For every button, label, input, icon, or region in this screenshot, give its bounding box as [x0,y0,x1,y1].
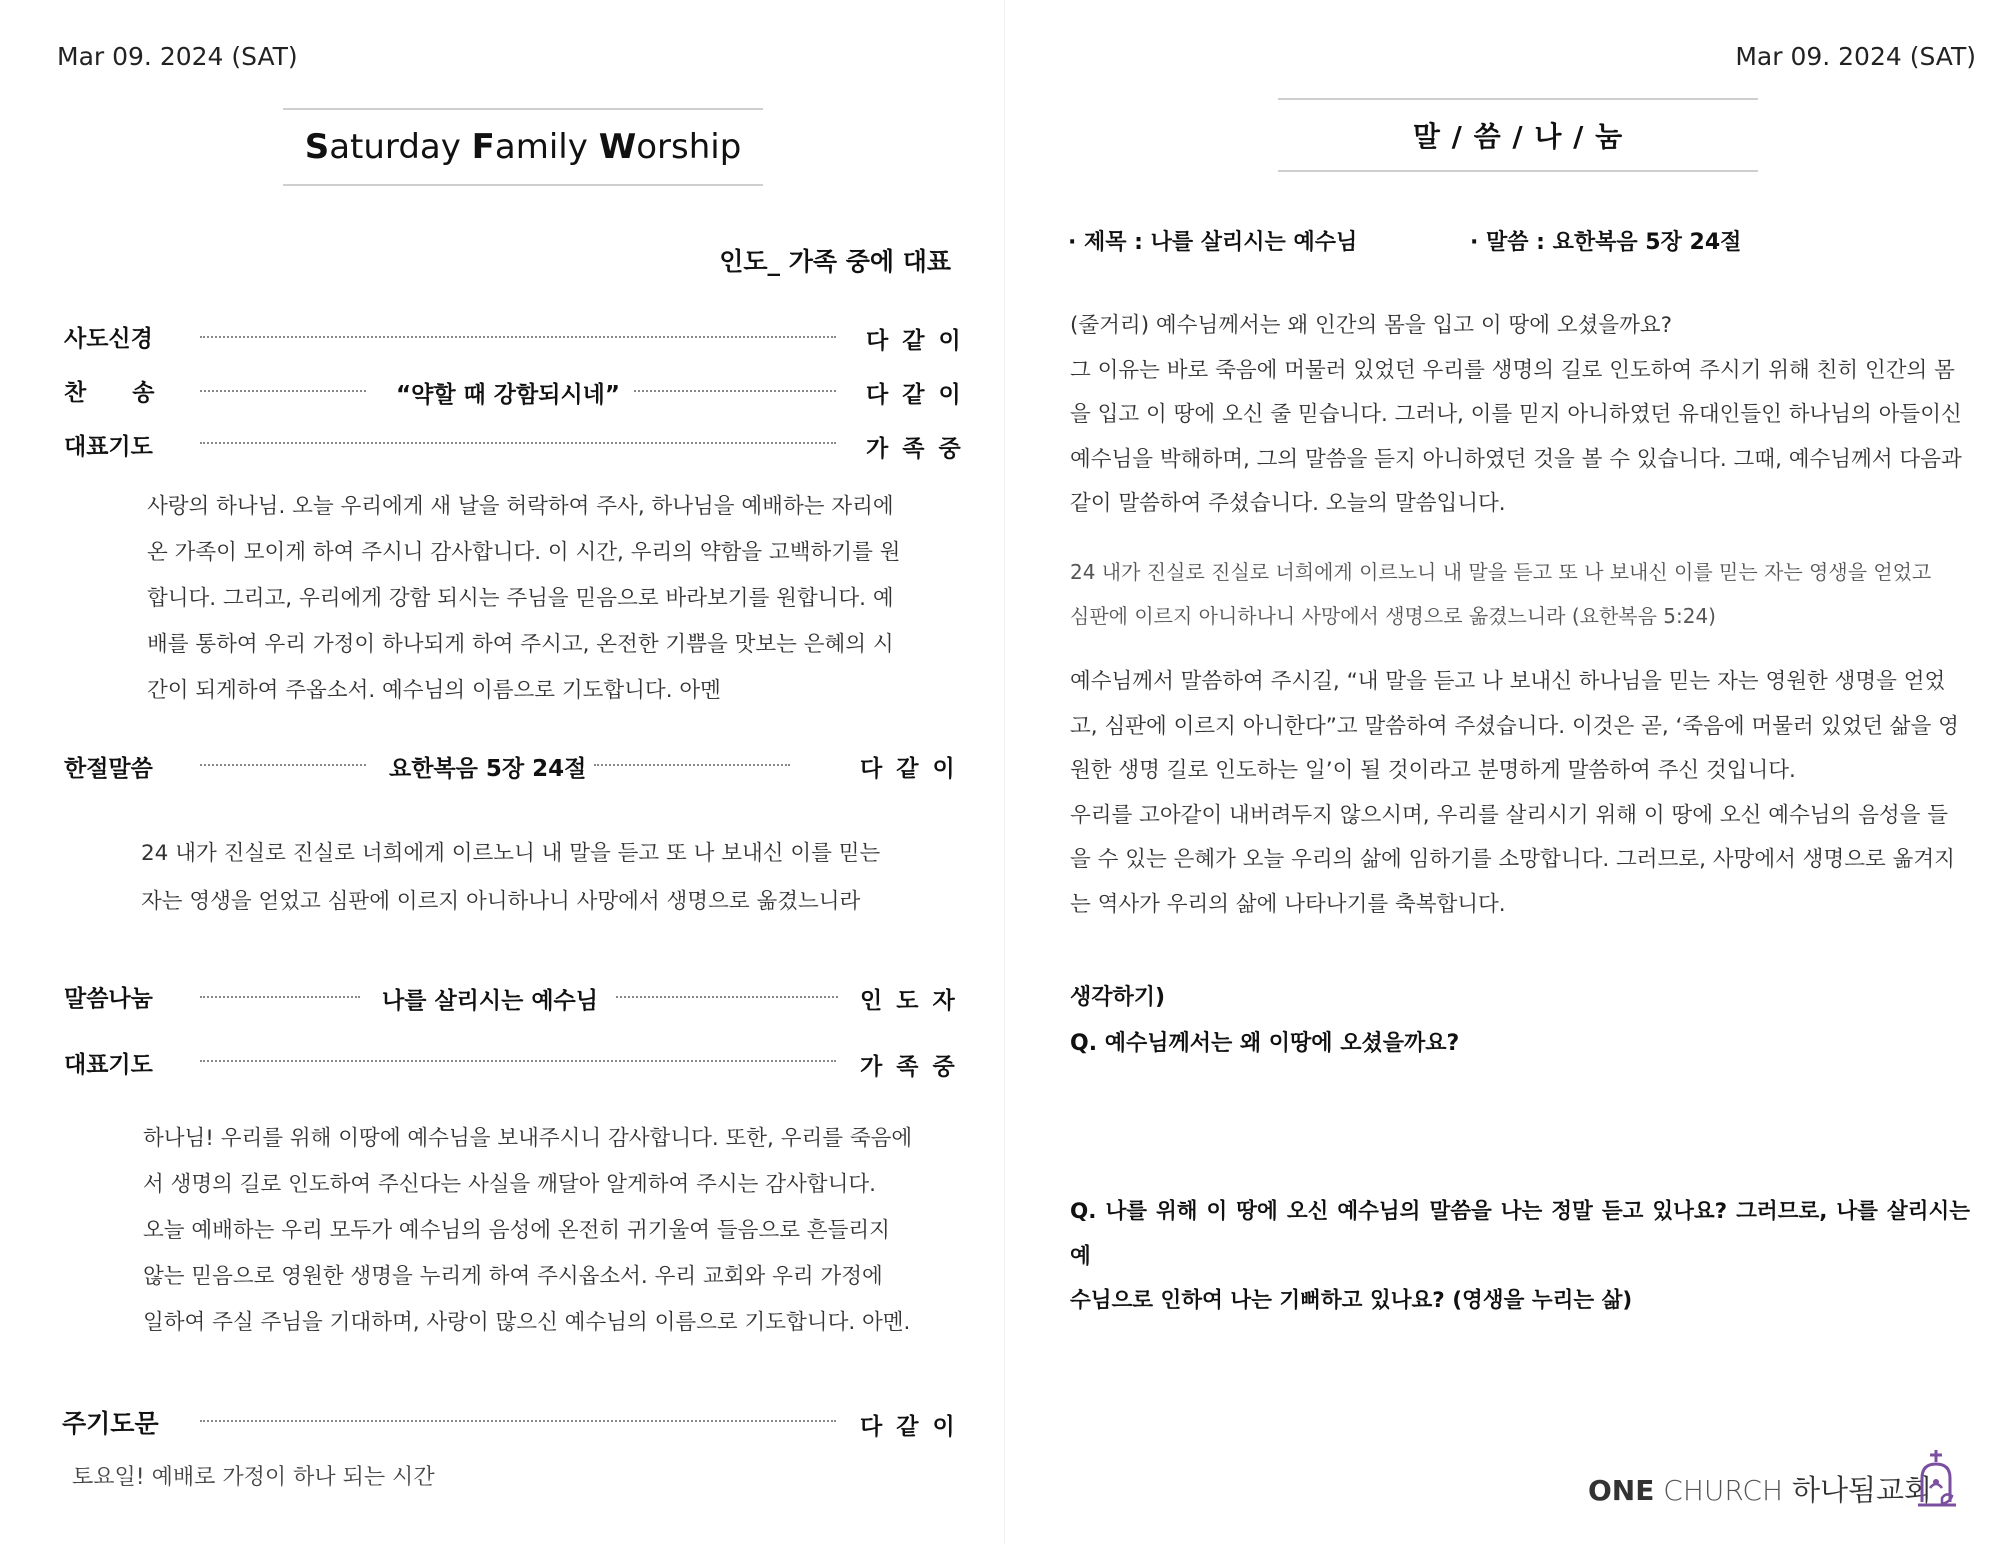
question-1: Q. 예수님께서는 왜 이땅에 오셨을까요? [1070,1031,1460,1056]
hymn-title: “약할 때 강함되시네” [396,382,620,408]
order-resp-verse: 다 같 이 [860,756,958,782]
dotted-leader [200,764,366,766]
sermon-scripture: · 말씀 : 요한복음 5장 24절 [1470,230,1742,255]
church-name-korean: 하나됨교회 [1791,1473,1933,1507]
dotted-leader [200,390,366,392]
dotted-leader [594,764,790,766]
right-page [1006,0,2000,1544]
order-label-hymn: 찬 송 [64,380,155,406]
order-label-sharing: 말씀나눔 [64,986,153,1012]
worship-title: Saturday Family Worship [283,108,763,186]
verse-reference: 요한복음 5장 24절 [389,756,587,782]
dotted-leader [200,1060,836,1062]
sermon-body: 예수님께서 말씀하여 주시길, “내 말을 듣고 나 보내신 하나님을 믿는 자는 영원한 생명을 얻었 고, 심판에 이르지 아니한다”고 말씀하여 주셨습니다. 이것은 곧, ‘죽음에 머물러 있었던 삶을 영 원한 생명 길로 인도하는 일’이 될 것이라고 분명하게 말씀하여 주신 것입니다. 우리를 고아같이 내버려두지 않으시며, 우리를 살리시기 위해 이 땅에 오신 예수님의 음성을 들 을 수 있는 은혜가 오늘 우리의 삶에 임하기를 소망합니다. 그러므로, 사망에서 생명으로 옮겨지 는 역사가 우리의 삶에 나타나기를 축복합니다. [1070,669,1959,917]
order-label-prayer: 대표기도 [64,434,153,460]
church-logo: ONE CHURCH 하나됨교회 [1588,1473,1933,1507]
scripture-quote: 24 내가 진실로 진실로 너희에게 이르노니 내 말을 듣고 또 나 보내신 이를 믿는 자는 영생을 얻었고 심판에 이르지 아니하나니 사망에서 생명으로 옮겼느니라 (요한복음 5:24) [1070,560,1932,628]
order-resp-lords-prayer: 다 같 이 [860,1414,958,1440]
sharing-title: 말 / 씀 / 나 / 눔 [1278,98,1758,172]
order-label-verse: 한절말씀 [64,756,153,782]
dotted-leader [200,996,360,998]
order-resp-sharing: 인 도 자 [860,988,958,1014]
page-divider [1004,0,1005,1544]
order-resp-prayer: 가 족 중 [866,436,964,462]
motto-text: 토요일! 예배로 가정이 하나 되는 시간 [72,1465,435,1490]
order-label-creed: 사도신경 [64,326,153,352]
sermon-intro: (줄거리) 예수님께서는 왜 인간의 몸을 입고 이 땅에 오셨을까요? 그 이유는 바로 죽음에 머물러 있었던 우리를 생명의 길로 인도하여 주시기 위해 친히 인간의 몸 을 입고 이 땅에 오신 줄 믿습니다. 그러나, 이를 믿지 아니하였던 유대인들인 하나님의 아들이신 예수님을 박해하며, 그의 말씀을 듣지 아니하였던 것을 볼 수 있습니다. 그때, 예수님께서 다음과 같이 말씀하여 주셨습니다. 오늘의 말씀입니다. [1070,313,1962,516]
order-label-prayer2: 대표기도 [64,1052,153,1078]
question-2: Q. 나를 위해 이 땅에 오신 예수님의 말씀을 나는 정말 듣고 있나요? 그러므로, 나를 살리시는 예 수님으로 인하여 나는 기뻐하고 있나요? (영생을 누리는 삶) [1070,1199,1970,1313]
dotted-leader [616,996,838,998]
order-resp-prayer2: 가 족 중 [860,1054,958,1080]
dotted-leader [200,1420,836,1422]
date-label: Mar 09. 2024 (SAT) [1735,42,1976,71]
verse-text: 24 내가 진실로 진실로 너희에게 이르노니 내 말을 듣고 또 나 보내신 이를 믿는 자는 영생을 얻었고 심판에 이르지 아니하나니 사망에서 생명으로 옮겼느니라 [141,841,881,914]
dotted-leader [200,442,836,444]
order-resp-creed: 다 같 이 [866,328,964,354]
reflection-label: 생각하기) [1070,985,1166,1010]
leader-note: 인도_ 가족 중에 대표 [719,247,951,276]
church-cross-icon [1914,1448,1962,1510]
order-resp-hymn: 다 같 이 [866,382,964,408]
sermon-title: 나를 살리시는 예수님 [382,988,598,1014]
sermon-subject: · 제목 : 나를 살리시는 예수님 [1068,230,1358,255]
order-label-lords-prayer: 주기도문 [62,1409,159,1438]
prayer2-text: 하나님! 우리를 위해 이땅에 예수님을 보내주시니 감사합니다. 또한, 우리를 죽음에 서 생명의 길로 인도하여 주신다는 사실을 깨달아 알게하여 주시는 감사합니다. 오늘 예배하는 우리 모두가 예수님의 음성에 온전히 귀기울여 들음으로 흔들리지 않는 믿음으로 영원한 생명을 누리게 하여 주시옵소서. 우리 교회와 우리 가정에 일하여 주실 주님을 기대하며, 사랑이 많으신 예수님의 이름으로 기도합니다. 아멘. [143,1126,913,1335]
prayer-text: 사랑의 하나님. 오늘 우리에게 새 날을 허락하여 주사, 하나님을 예배하는 자리에 온 가족이 모이게 하여 주시니 감사합니다. 이 시간, 우리의 약함을 고백하기를 원 합니다. 그리고, 우리에게 강함 되시는 주님을 믿음으로 바라보기를 원합니다. 예 배를 통하여 우리 가정이 하나되게 하여 주시고, 온전한 기쁨을 맛보는 은혜의 시 간이 되게하여 주옵소서. 예수님의 이름으로 기도합니다. 아멘 [147,494,901,703]
dotted-leader [200,336,836,338]
dotted-leader [634,390,836,392]
date-label: Mar 09. 2024 (SAT) [57,42,298,71]
